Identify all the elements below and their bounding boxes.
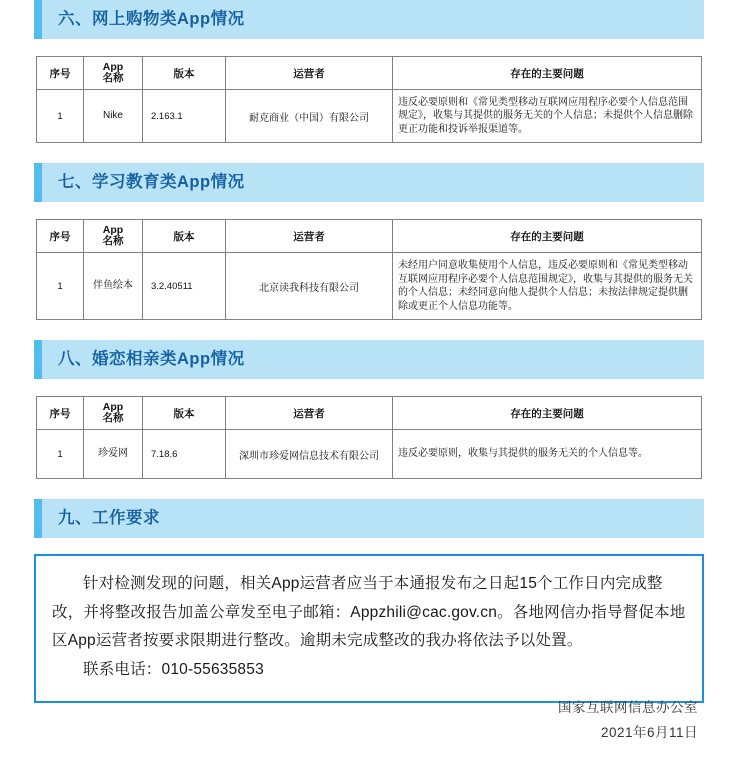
cell-version: 2.163.1 (143, 90, 226, 143)
table-header-row (37, 397, 702, 430)
column-header-operator: 运营者 (226, 220, 393, 253)
column-header-app-line2: 名称 (102, 412, 124, 424)
cell-operator: 耐克商业（中国）有限公司 (226, 90, 393, 143)
cell-app-name: Nike (84, 90, 143, 143)
cell-index: 1 (37, 430, 84, 479)
requirements-box (34, 554, 704, 703)
table-container-marriage-dating (0, 396, 738, 479)
cell-operator: 深圳市珍爱网信息技术有限公司 (226, 430, 393, 479)
spacer (0, 320, 738, 340)
table-header-row (37, 220, 702, 253)
table-row (37, 90, 702, 143)
column-header-version: 版本 (143, 397, 226, 430)
section-header-requirements (34, 499, 704, 538)
cell-version: 3.2.40511 (143, 253, 226, 320)
cell-problem: 违反必要原则和《常见类型移动互联网应用程序必要个人信息范围规定》，收集与其提供的服务无关的个人信息；未提供个人信息删除更正功能和投诉举报渠道等。 (393, 90, 702, 143)
column-header-version: 版本 (143, 220, 226, 253)
cell-app-name: 珍爱网 (84, 430, 143, 479)
column-header-app-name (84, 397, 143, 430)
cell-version: 7.18.6 (143, 430, 226, 479)
column-header-version: 版本 (143, 57, 226, 90)
column-header-app-line1: App (102, 400, 124, 413)
table-header-row (37, 57, 702, 90)
cell-problem: 未经用户同意收集使用个人信息，违反必要原则和《常见类型移动互联网应用程序必要个人信息范围规定》，收集与其提供的服务无关的个人信息；未经同意向他人提供个人信息；未按法律规定提供删除或更正个人信息功能等。 (393, 253, 702, 320)
table-container-study-education (0, 219, 738, 320)
contact-phone-line: 联系电话：010-55635853 (83, 661, 264, 679)
column-header-index: 序号 (37, 57, 84, 90)
cell-index: 1 (37, 253, 84, 320)
spacer (0, 479, 738, 499)
app-table-online-shopping (36, 56, 702, 143)
column-header-operator: 运营者 (226, 397, 393, 430)
spacer (0, 143, 738, 163)
section-accent-bar (34, 340, 42, 379)
cell-problem: 违反必要原则，收集与其提供的服务无关的个人信息等。 (393, 430, 702, 479)
column-header-index: 序号 (37, 220, 84, 253)
cell-operator: 北京读我科技有限公司 (226, 253, 393, 320)
requirements-paragraph: 针对检测发现的问题，相关App运营者应当于本通报发布之日起15个工作日内完成整改，并将整改报告加盖公章发至电子邮箱：Appzhili@cac.gov.cn。各地网信办指导督促本地区App运营者按要求限期进行整改。逾期未完成整改的我办将依法予以处置。 (52, 575, 686, 650)
column-header-app-line2: 名称 (102, 72, 124, 84)
column-header-app-name (84, 220, 143, 253)
table-row (37, 430, 702, 479)
section-header-online-shopping (34, 0, 704, 39)
issuer-name: 国家互联网信息办公室 (558, 700, 698, 716)
section-accent-bar (34, 0, 42, 39)
column-header-operator: 运营者 (226, 57, 393, 90)
column-header-app-line1: App (102, 223, 124, 236)
column-header-problem: 存在的主要问题 (393, 397, 702, 430)
issue-date: 2021年6月11日 (600, 725, 698, 741)
section-accent-bar (34, 163, 42, 202)
app-table-marriage-dating (36, 396, 702, 479)
section-title: 九、工作要求 (58, 509, 160, 527)
column-header-problem: 存在的主要问题 (393, 220, 702, 253)
table-row (37, 253, 702, 320)
section-title: 七、学习教育类App情况 (58, 173, 245, 191)
column-header-app-line1: App (102, 60, 124, 73)
table-container-online-shopping (0, 56, 738, 143)
section-header-marriage-dating (34, 340, 704, 379)
section-title: 六、网上购物类App情况 (58, 10, 245, 28)
column-header-index: 序号 (37, 397, 84, 430)
cell-app-name: 伴鱼绘本 (84, 253, 143, 320)
section-accent-bar (34, 499, 42, 538)
app-table-study-education (36, 219, 702, 320)
section-title: 八、婚恋相亲类App情况 (58, 350, 245, 368)
column-header-app-name (84, 57, 143, 90)
document-footer (558, 696, 698, 746)
column-header-app-line2: 名称 (102, 235, 124, 247)
section-header-study-education (34, 163, 704, 202)
cell-index: 1 (37, 90, 84, 143)
column-header-problem: 存在的主要问题 (393, 57, 702, 90)
